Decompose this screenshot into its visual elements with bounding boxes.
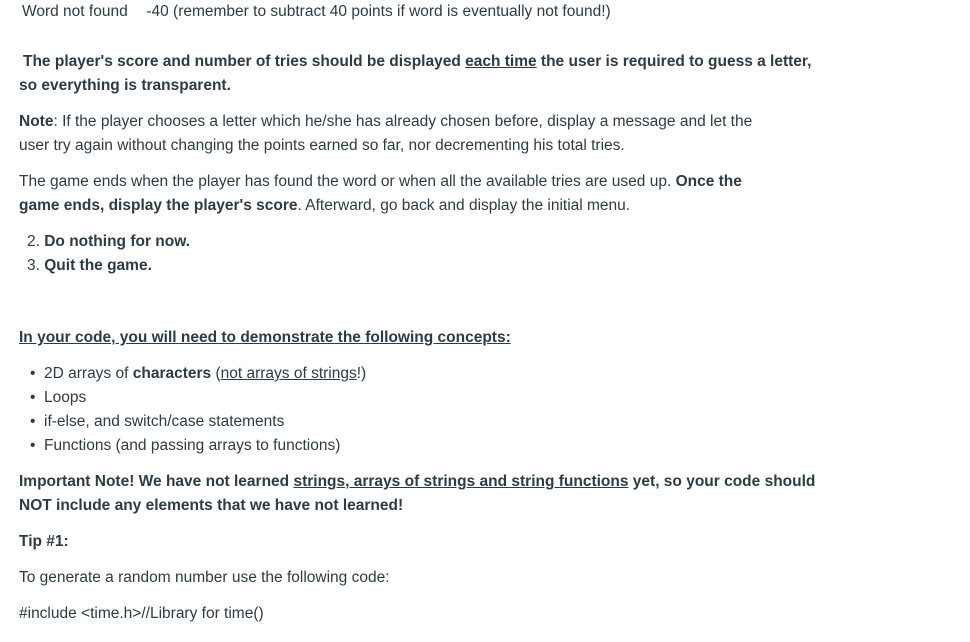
menu-item-text: Do nothing for now. [44, 233, 191, 250]
repeat-note-text2: user try again without changing the points earned so far, nor decrementing his total tries. [19, 137, 625, 154]
list-item: • Loops [30, 386, 366, 410]
game-end-bold2: game ends, display the player's score [19, 197, 298, 214]
important-note-line2 [19, 494, 403, 518]
characters-emphasis: characters [132, 365, 212, 382]
game-end-line1 [19, 170, 742, 194]
list-item: • 2D arrays of characters (not arrays of strings!) [30, 362, 366, 386]
list-item: • if-else, and switch/case statements [30, 410, 366, 434]
bullet-icon: • [30, 365, 36, 382]
display-note-part2: the user is required to guess a letter, [536, 53, 812, 70]
menu-item-3 [27, 254, 152, 278]
concepts-heading [19, 326, 511, 350]
concepts-list [30, 362, 366, 458]
game-end-bold1: Once the [675, 173, 742, 190]
display-note-part1: The player's score and number of tries should be displayed [23, 53, 466, 70]
display-note-line1 [23, 50, 811, 74]
not-arrays-of-strings-emphasis: not arrays of strings [220, 365, 357, 382]
repeat-note-line2 [19, 134, 625, 158]
penalty-note: -40 (remember to subtract 40 points if word is eventually not found!) [146, 3, 611, 20]
bullet-icon: • [30, 413, 36, 430]
important-note-pre: Important Note! We have not learned [19, 473, 294, 490]
display-note-line2-text: so everything is transparent. [19, 77, 231, 94]
word-not-found-label: Word not found [22, 3, 128, 20]
game-end-text1: The game ends when the player has found the word or when all the available tries are used up. [19, 173, 676, 190]
tip-text [19, 566, 390, 590]
bullet-icon: • [30, 389, 36, 406]
list-item: • Functions (and passing arrays to functions) [30, 434, 366, 458]
menu-item-2 [27, 230, 190, 254]
tip-heading [19, 530, 69, 554]
important-note-line1 [19, 470, 815, 494]
important-note-post: yet, so your code should [628, 473, 816, 490]
code-line [19, 602, 264, 626]
bullet-icon: • [30, 437, 36, 454]
concepts-heading-text: In your code, you will need to demonstrate the following concepts: [19, 329, 511, 346]
menu-item-number: 3. [27, 257, 45, 274]
strings-emphasis: strings, arrays of strings and string functions [293, 473, 629, 490]
word-not-found-row [22, 0, 611, 24]
menu-item-number: 2. [27, 233, 45, 250]
tip-heading-text: Tip #1: [19, 533, 69, 550]
note-label: Note [19, 113, 54, 130]
game-end-line2 [19, 194, 630, 218]
repeat-note-text1: : If the player chooses a letter which he/she has already chosen before, display a message and let the [53, 113, 753, 130]
important-note-line2-text: NOT include any elements that we have not learned! [19, 497, 404, 514]
code-include-text: #include <time.h>//Library for time() [19, 605, 264, 622]
display-note-line2 [19, 74, 231, 98]
repeat-note-line1 [19, 110, 752, 134]
game-end-text2: . Afterward, go back and display the initial menu. [297, 197, 631, 214]
menu-item-text: Quit the game. [44, 257, 152, 274]
tip-text-content: To generate a random number use the following code: [19, 569, 390, 586]
each-time-emphasis: each time [465, 53, 537, 70]
